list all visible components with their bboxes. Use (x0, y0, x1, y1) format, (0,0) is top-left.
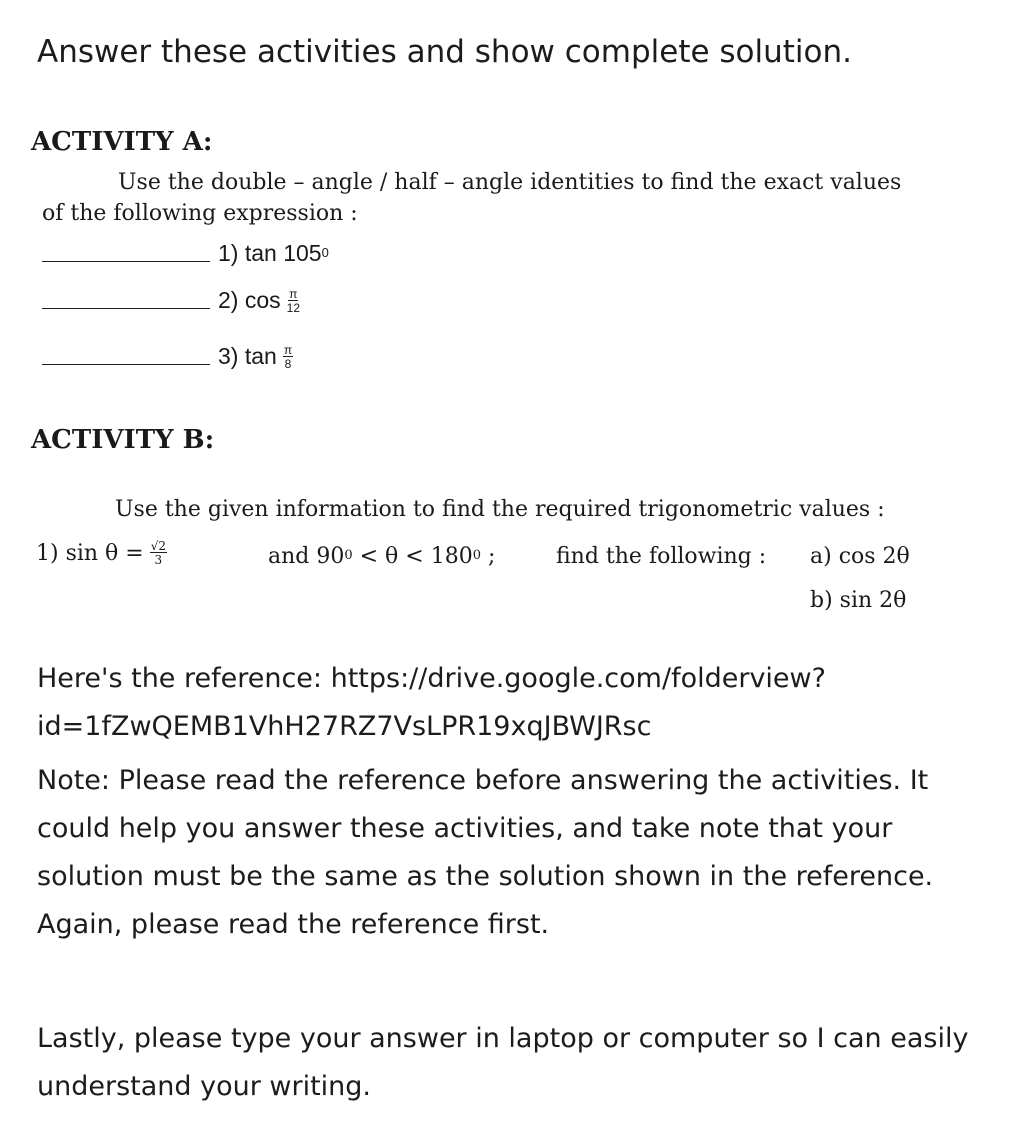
activity-b-condition: and $90^0 < \theta < 180^0$ ; (268, 544, 496, 569)
fraction (287, 288, 300, 314)
fraction-denominator: 3 (154, 553, 163, 567)
item-expression: 2) cos (218, 287, 281, 313)
activity-a-instruction-line1: Use the double – angle / half – angle identities to find the exact values (118, 170, 902, 195)
reference-text: Here's the reference: https://drive.google.com/folderview?id=1fZwQEMB1VhH27RZ7VsLPR19xqJBWJRsc (37, 663, 826, 742)
activity-a-item-3 (42, 343, 293, 370)
activity-a-instruction-line2: of the following expression : (42, 201, 358, 226)
fraction-denominator: 12 (286, 300, 300, 315)
activity-b-given (36, 540, 167, 566)
answer-blank-line (42, 261, 210, 262)
activity-b-find-b: b) sin 2θ (810, 588, 907, 613)
fraction-numerator: π (283, 342, 293, 357)
fraction-numerator: π (289, 286, 298, 301)
answer-blank-line (42, 308, 210, 309)
item-expression: 1) $\tan 105^0$ (218, 240, 329, 266)
activity-a-item-2 (42, 287, 300, 314)
item-expression: 3) tan (218, 343, 277, 369)
fraction-numerator: √2 (150, 539, 167, 553)
activity-b-title: ACTIVITY B: (31, 425, 215, 455)
intro-heading: Answer these activities and show complete solution. (37, 34, 853, 70)
activity-b-find-label: find the following : (556, 544, 767, 569)
lastly-text: Lastly, please type your answer in laptop or computer so I can easily understand your writing. (37, 1023, 969, 1102)
activity-a-item-1 (42, 240, 329, 267)
fraction-denominator: 8 (284, 356, 292, 371)
given-fraction (150, 540, 167, 566)
answer-blank-line (42, 364, 210, 365)
activity-b-instruction: Use the given information to find the required trigonometric values : (115, 497, 885, 522)
activity-b-find-a: a) cos 2θ (810, 544, 910, 569)
fraction (283, 344, 293, 370)
given-expression: 1) sin θ = (36, 540, 144, 566)
note-text: Note: Please read the reference before answering the activities. It could help you answer these activities, and take note that your solution must be the same as the solution shown in the reference. Again, please read the reference first. (37, 765, 934, 940)
activity-a-title: ACTIVITY A: (31, 127, 213, 157)
